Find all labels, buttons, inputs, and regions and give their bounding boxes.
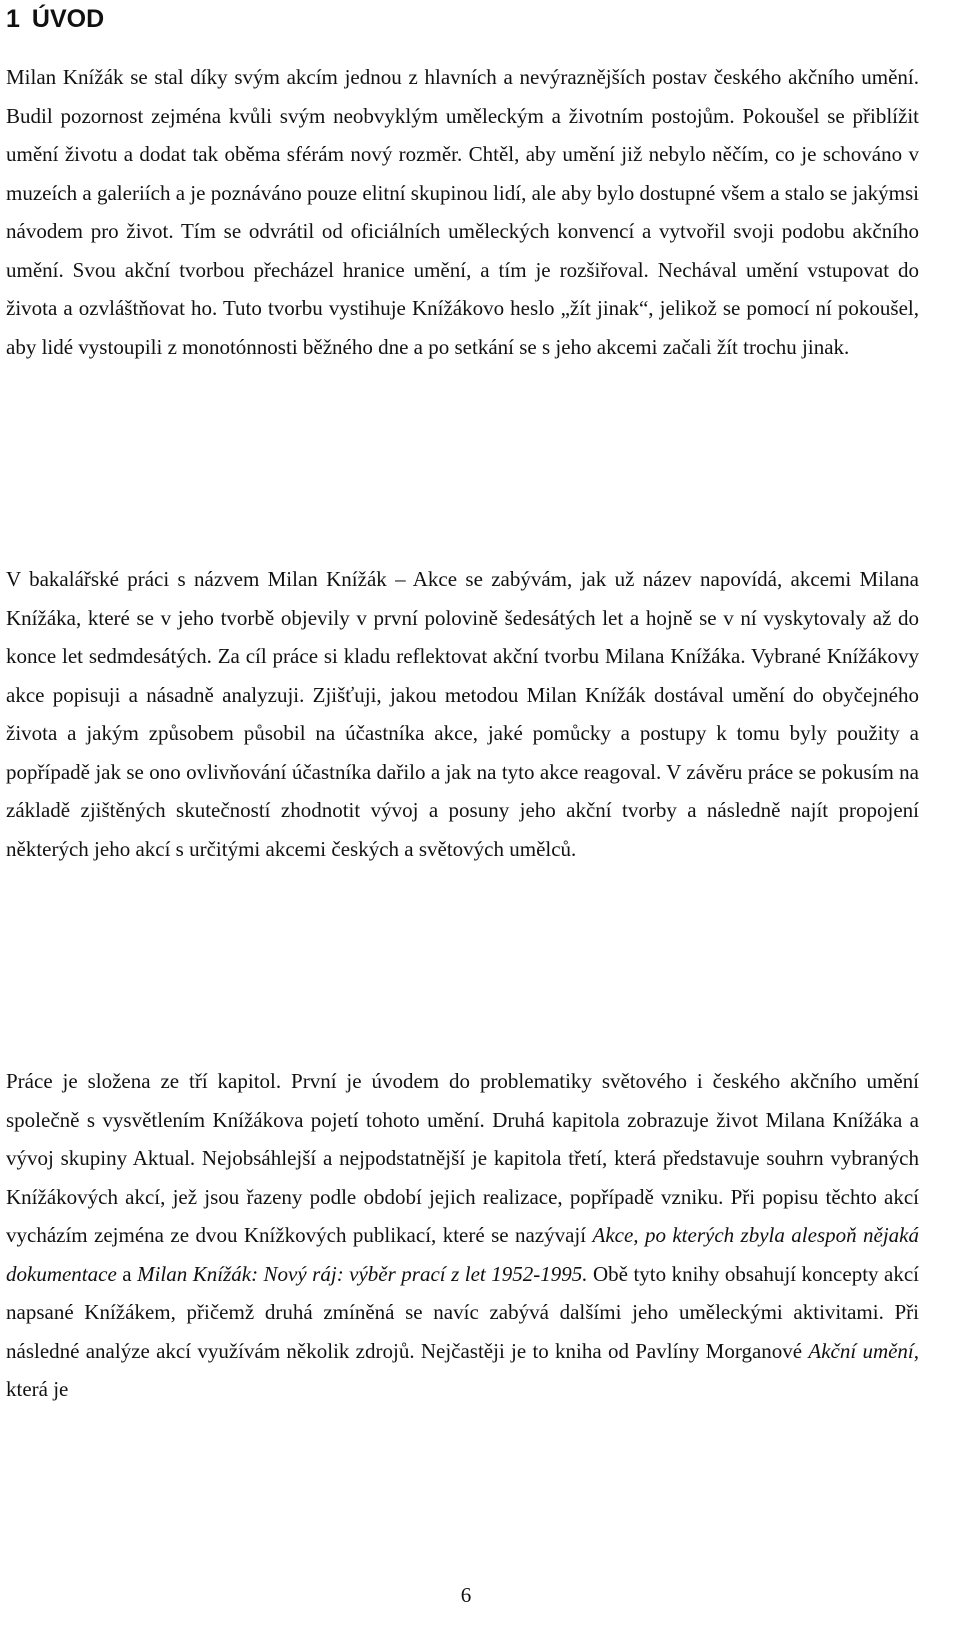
paragraph-text-part: a bbox=[122, 1261, 132, 1286]
book-title-novy-raj: Milan Knížák: Nový ráj: výběr prací z let 1952-1995. bbox=[137, 1261, 588, 1286]
chapter-number: 1 bbox=[6, 5, 20, 33]
book-title-akce: Akce, po kterých zbyla alespoň nějaká dokumentace bbox=[6, 1223, 920, 1286]
paragraph-text-part: Práce je složena ze tří kapitol. První je úvodem do problematiky světového i českého akčního umění společně s vysvětlením Knížákova pojetí tohoto umění. Druhá kapitola zobrazuje život Milana Knížáka a vývoj skupiny Aktual. Nejobsáhlejší a nejpodstatnější je kapitola třetí, která představuje souhrn vybraných Knížákových akcí, jež jsou řazeny podle období jejich realizace, popřípadě vzniku. Při popisu těchto akcí vycházím zejména ze dvou Knížkových publikací, které se nazývají bbox=[6, 1069, 919, 1247]
paragraph-text-part: , která je bbox=[6, 1338, 920, 1401]
book-title-akcni-umeni: Akční umění bbox=[808, 1338, 914, 1363]
chapter-title: ÚVOD bbox=[31, 5, 105, 33]
page-number: 6 bbox=[460, 1583, 472, 1607]
paragraph-structure bbox=[6, 1062, 919, 1409]
paragraph-intro: Milan Knížák se stal díky svým akcím jednou z hlavních a nevýraznějších postav českého akčního umění. Budil pozornost zejména kvůli svým neobvyklým uměleckým a životním postojům. Pokoušel se přiblížit umění životu a dodat tak oběma sférám nový rozměr. Chtěl, aby umění již nebylo něčím, co je schováno v muzeích a galeriích a je poznáváno pouze elitní skupinou lidí, ale aby bylo dostupné všem a stalo se jakýmsi návodem pro život. Tím se odvrátil od oficiálních uměleckých konvencí a vytvořil svoji podobu akčního umění. Svou akční tvorbou přecházel hranice umění, a tím je rozšiřoval. Nechával umění vstupovat do života a ozvláštňovat ho. Tuto tvorbu vystihuje Knížákovo heslo „žít jinak“, jelikož se pomocí ní pokoušel, aby lidé vystoupili z monotónnosti běžného dne a po setkání se s jeho akcemi začali žít trochu jinak. bbox=[6, 65, 919, 359]
paragraph-text-part: Obě tyto knihy obsahují koncepty akcí napsané Knížákem, přičemž druhá zmíněná se navíc zabývá dalšími jeho uměleckými aktivitami. Při následné analýze akcí využívám několik zdrojů. Nejčastěji je to kniha od Pavlíny Morganové bbox=[6, 1261, 919, 1363]
chapter-heading bbox=[6, 2, 104, 36]
paragraph-thesis-aim: V bakalářské práci s názvem Milan Knížák – Akce se zabývám, jak už název napovídá, akcemi Milana Knížáka, které se v jeho tvorbě objevily v první polovině šedesátých let a hojně se v ní vyskytovaly až do konce let sedmdesátých. Za cíl práce si kladu reflektovat akční tvorbu Milana Knížáka. Vybrané Knížákovy akce popisuji a násadně analyzuji. Zjišťuji, jakou metodou Milan Knížák dostával umění do obyčejného života a jakým způsobem působil na účastníka akce, jaké pomůcky a postupy k tomu byly použity a popřípadě jak se ono ovlivňování účastníka dařilo a jak na tyto akce reagoval. V závěru práce se pokusím na základě zjištěných skutečností zhodnotit vývoj a posuny jeho akční tvorby a následně najít propojení některých jeho akcí s určitými akcemi českých a světových umělců. bbox=[6, 567, 919, 861]
